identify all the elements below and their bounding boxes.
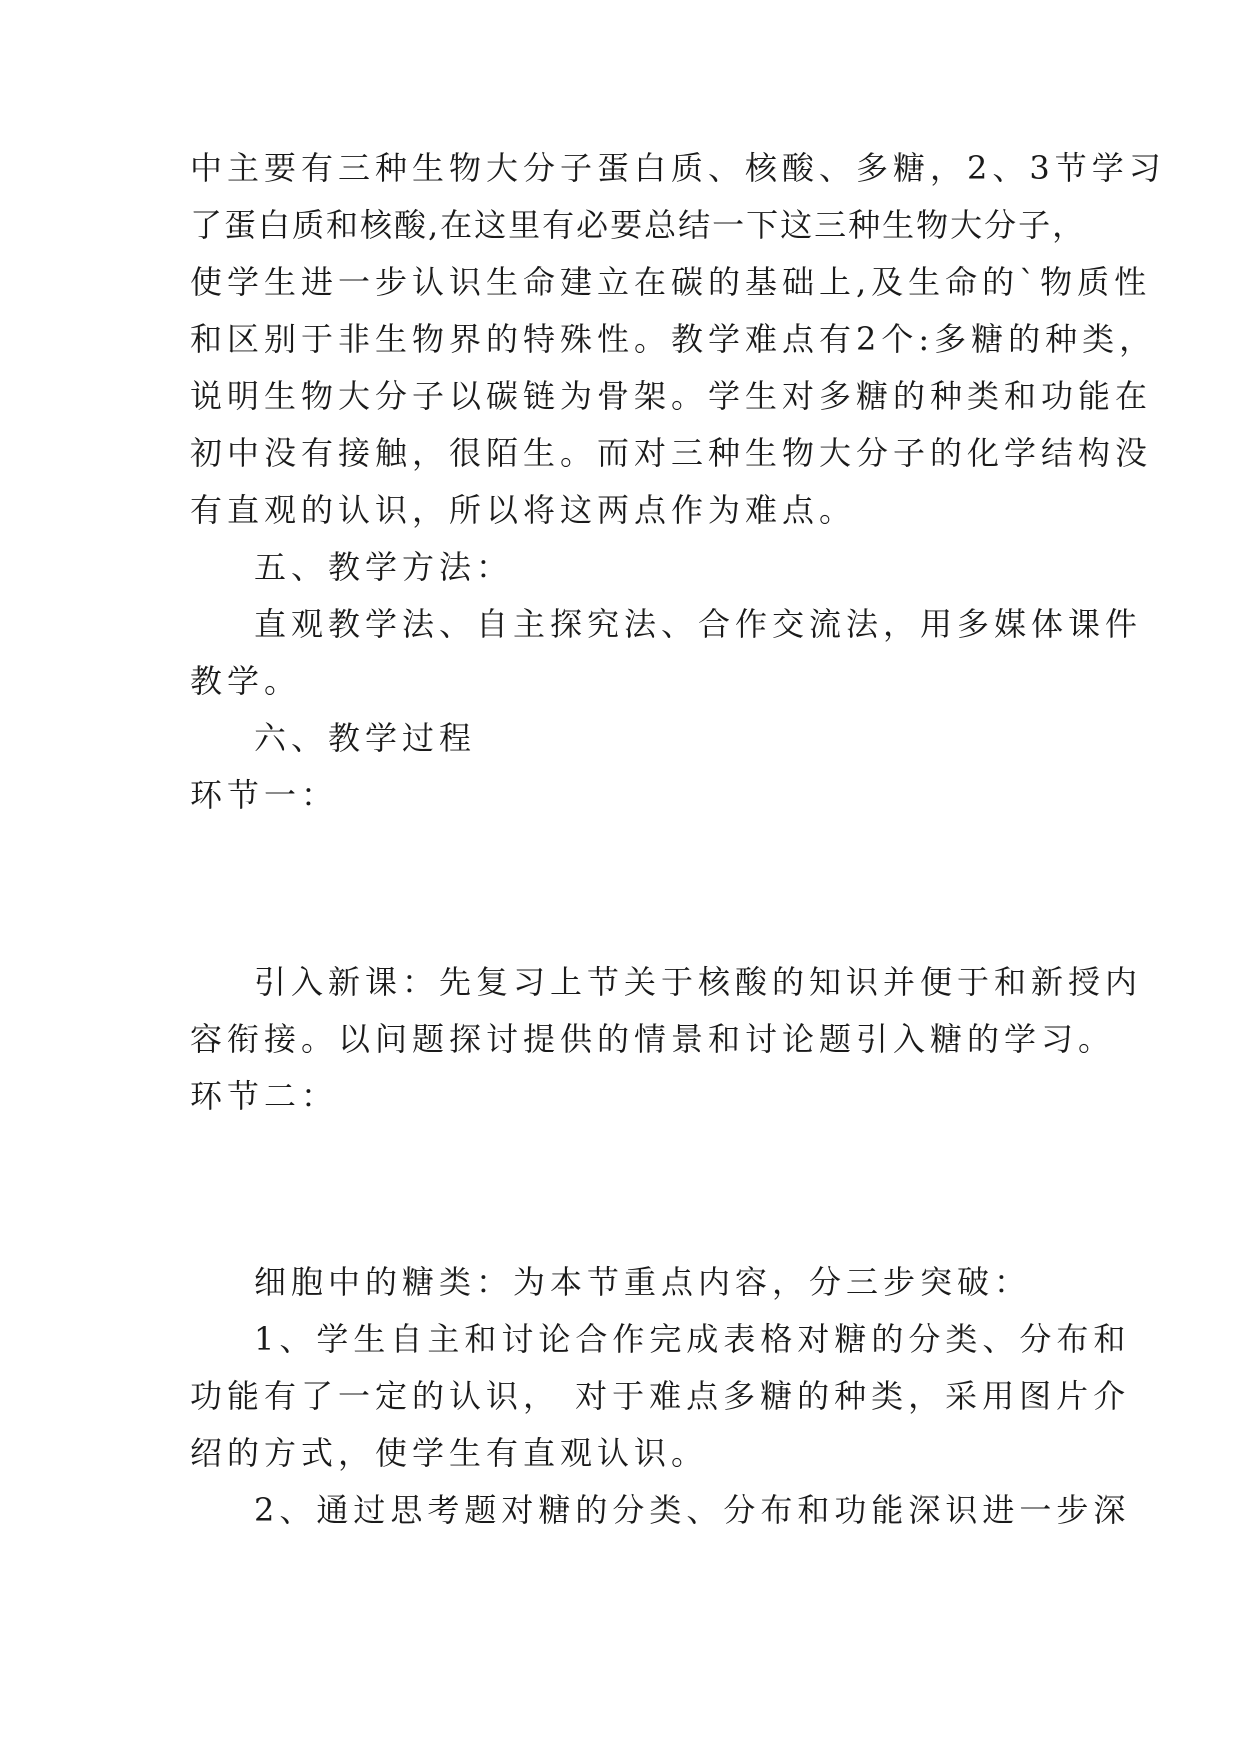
paragraph-line: 初中没有接触，很陌生。而对三种生物大分子的化学结构没 xyxy=(190,434,1153,472)
paragraph-line: 了蛋白质和核酸,在这里有必要总结一下这三种生物大分子， xyxy=(190,206,1087,244)
paragraph-line: 教学。 xyxy=(190,662,302,700)
paragraph-line: 容衔接。以问题探讨提供的情景和讨论题引入糖的学习。 xyxy=(190,1020,1116,1058)
paragraph-line: 直观教学法、自主探究法、合作交流法，用多媒体课件 xyxy=(254,605,1143,643)
paragraph-line: 功能有了一定的认识， 对于难点多糖的种类，采用图片介 xyxy=(190,1377,1131,1415)
paragraph-line: 细胞中的糖类：为本节重点内容，分三步突破： xyxy=(254,1263,1032,1301)
paragraph-line: 和区别于非生物界的特殊性。教学难点有2个:多糖的种类， xyxy=(190,320,1157,358)
section-heading-teaching-method: 五、教学方法： xyxy=(254,548,514,586)
paragraph-line: 说明生物大分子以碳链为骨架。学生对多糖的种类和功能在 xyxy=(190,377,1153,415)
paragraph-line: 2、通过思考题对糖的分类、分布和功能深识进一步深 xyxy=(254,1491,1131,1529)
paragraph-line: 使学生进一步认识生命建立在碳的基础上,及生命的`物质性 xyxy=(190,263,1152,301)
paragraph-line: 1、学生自主和讨论合作完成表格对糖的分类、分布和 xyxy=(254,1320,1131,1358)
paragraph-line: 有直观的认识，所以将这两点作为难点。 xyxy=(190,491,857,529)
paragraph-line: 绍的方式，使学生有直观认识。 xyxy=(190,1434,709,1472)
step-heading-1: 环节一： xyxy=(190,776,339,814)
step-heading-2: 环节二： xyxy=(190,1077,339,1115)
paragraph-line: 中主要有三种生物大分子蛋白质、核酸、多糖，2、3节学习 xyxy=(190,149,1166,187)
section-heading-teaching-process: 六、教学过程 xyxy=(254,719,477,757)
paragraph-line: 引入新课：先复习上节关于核酸的知识并便于和新授内 xyxy=(254,963,1143,1001)
